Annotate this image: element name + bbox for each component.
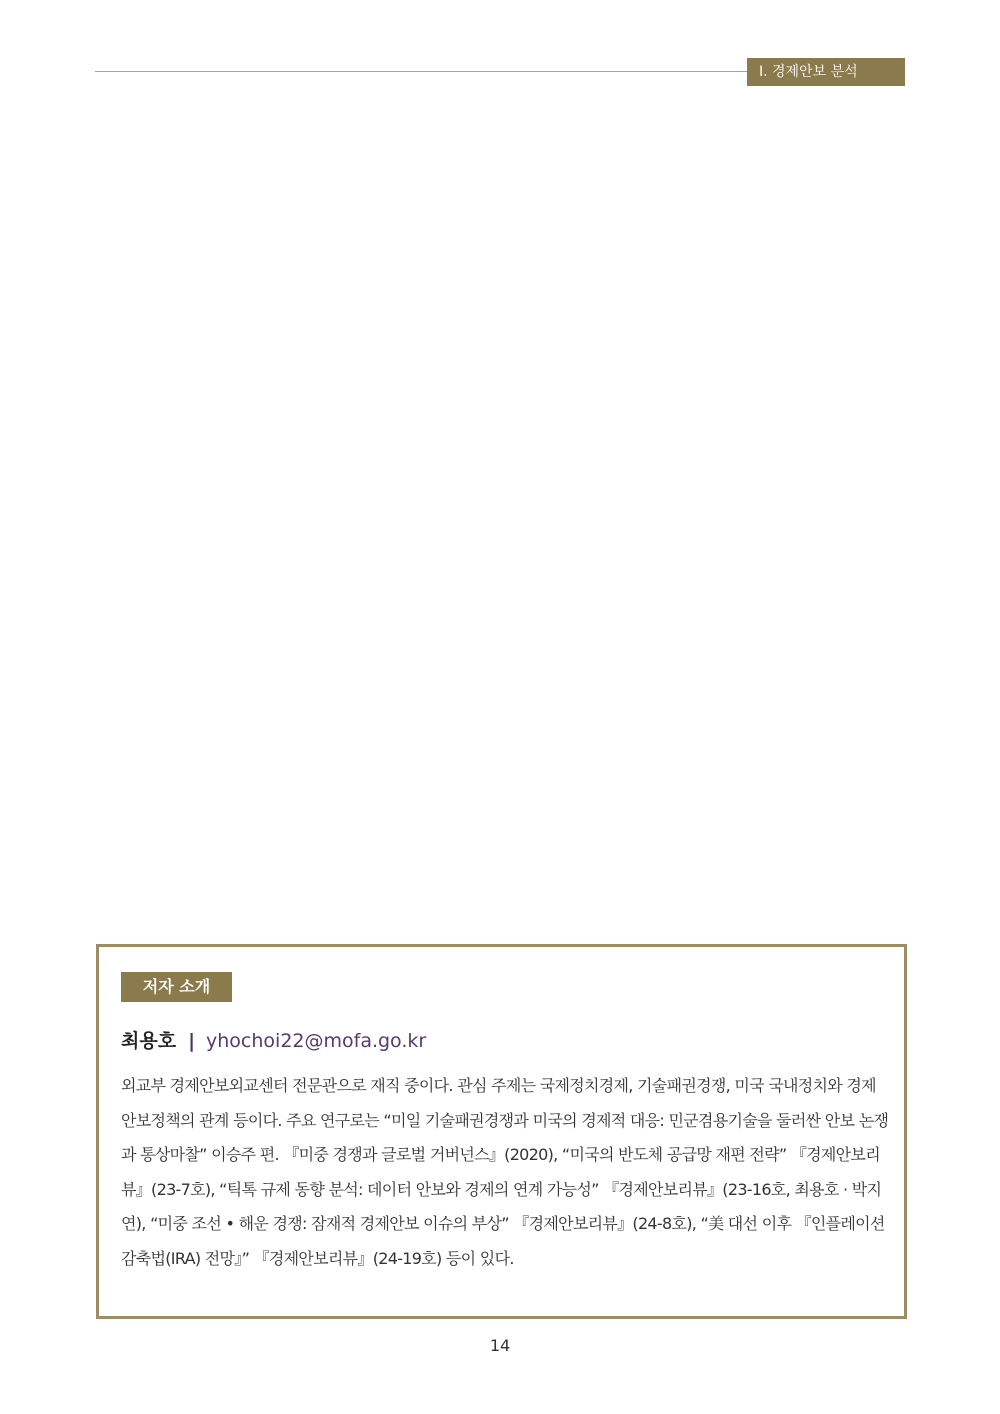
author-name: 최용호 [121,1030,177,1052]
author-separator: | [188,1030,196,1052]
page-number: 14 [489,1336,511,1355]
author-line [121,1027,426,1055]
author-email: yhochoi22@mofa.go.kr [206,1030,427,1052]
author-box [96,944,907,1319]
section-tab [747,58,905,86]
section-label: Ⅰ. 경제안보 분석 [759,64,858,80]
author-bio: 외교부 경제안보외교센터 전문관으로 재직 중이다. 관심 주제는 국제정치경제, 기술패권경쟁, 미국 국내정치와 경제안보정책의 관계 등이다. 주요 연구로는 “미일 기술패권경쟁과 미국의 경제적 대응: 민군겸용기술을 둘러싼 안보 논쟁과 통상마찰” 이승주 편. 『미중 경쟁과 글로벌 거버넌스』(2020), “미국의 반도체 공급망 재편 전략” 『경제안보리뷰』(23-7호), “틱톡 규제 동향 분석: 데이터 안보와 경제의 연계 가능성” 『경제안보리뷰』(23-16호, 최용호 · 박지연), “미중 조선 • 해운 경쟁: 잠재적 경제안보 이슈의 부상” 『경제안보리뷰』(24-8호), “美 대선 이후 『인플레이션 감축법(IRA) 전망』” 『경제안보리뷰』(24-19호) 등이 있다. [121,1076,889,1268]
author-box-label: 저자 소개 [121,972,232,1002]
header-rule [95,71,747,72]
